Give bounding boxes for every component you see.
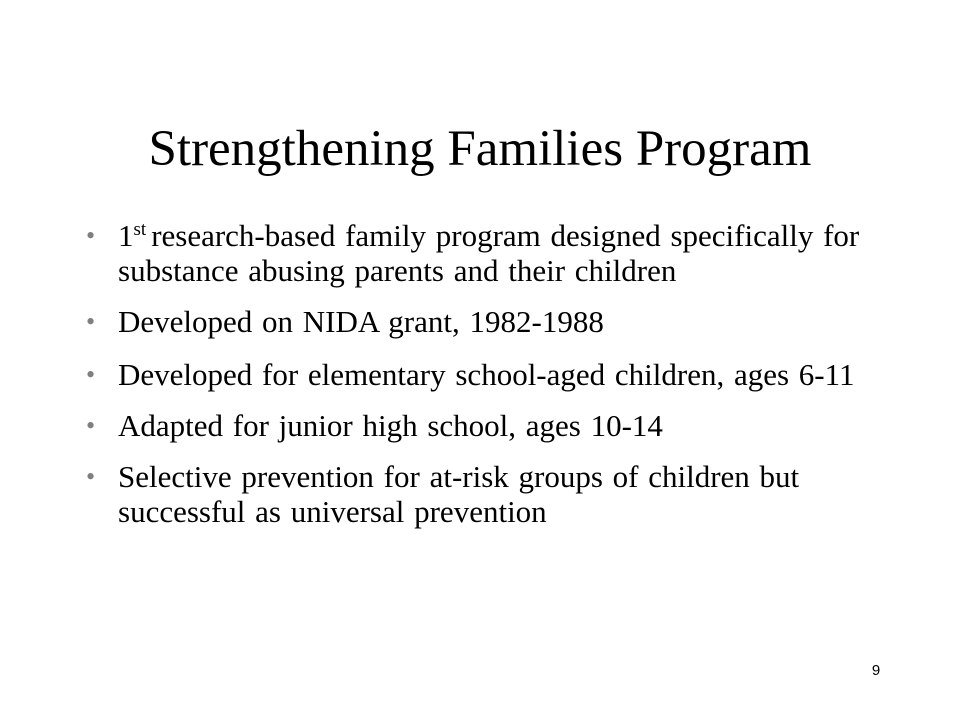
bullet-dot-icon: • <box>86 411 96 440</box>
bullet-item-5 <box>86 459 886 529</box>
bullet-list <box>86 218 886 545</box>
bullet-dot-icon: • <box>86 360 96 389</box>
bullet-text: Developed for elementary school-aged children, ages 6-11 <box>118 357 855 392</box>
bullet-text: Developed on NIDA grant, 1982-1988 <box>118 304 604 339</box>
bullet-prefix: 1 <box>118 218 134 253</box>
bullet-text: research-based family program designed specifically for substance abusing parents and their children <box>118 218 860 288</box>
bullet-text: Selective prevention for at-risk groups of children but successful as universal prevention <box>118 459 800 529</box>
bullet-item-4 <box>86 408 886 443</box>
bullet-dot-icon: • <box>86 307 96 336</box>
bullet-item-3 <box>86 357 886 392</box>
slide-title: Strengthening Families Program <box>148 121 812 177</box>
bullet-item-1 <box>86 218 886 288</box>
bullet-item-2 <box>86 304 886 339</box>
bullet-superscript: st <box>133 219 147 240</box>
bullet-dot-icon: • <box>86 221 96 250</box>
bullet-text: Adapted for junior high school, ages 10-14 <box>118 408 663 443</box>
bullet-dot-icon: • <box>86 462 96 491</box>
page-number: 9 <box>871 662 881 679</box>
